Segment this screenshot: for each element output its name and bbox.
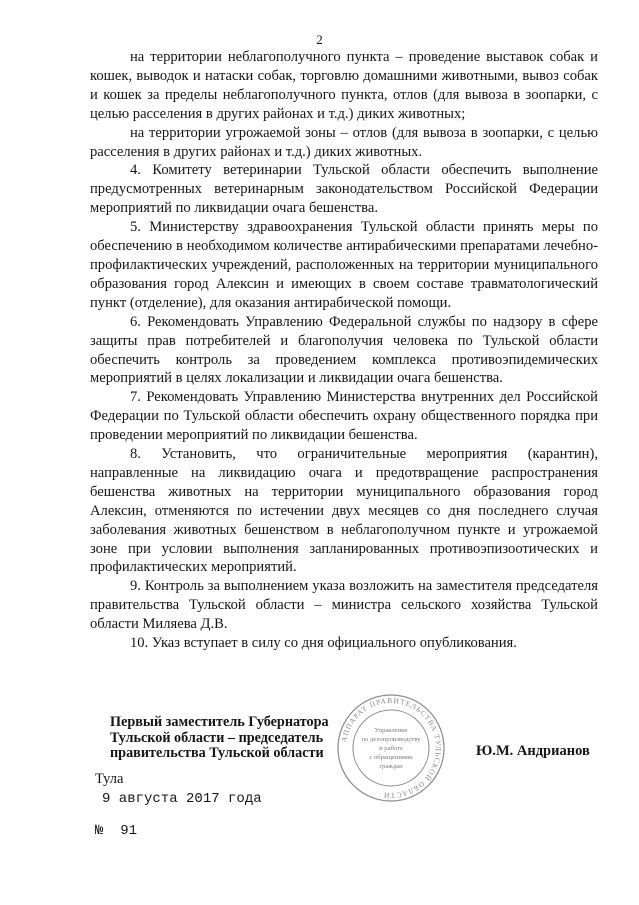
signatory-name: Ю.М. Андрианов bbox=[476, 743, 590, 759]
paragraph-item-10: 10. Указ вступает в силу со дня официального опубликования. bbox=[130, 635, 517, 652]
signatory-position-line: Первый заместитель Губернатора bbox=[110, 714, 329, 730]
signatory-position-line: Тульской области – председатель bbox=[110, 729, 324, 746]
paragraph-item-5: 5. Министерству здравоохранения Тульской области принять меры по обеспечению в необходимом количестве антирабическими препаратами лечебно-профилактических учреждений, расположенных на территории муниципального образования город Алексин и имеющих в своем составе травматологический пункт (отделение), для оказания антирабической помощи. bbox=[90, 219, 598, 311]
paragraph-item-7: 7. Рекомендовать Управлению Министерства внутренних дел Российской Федерации по Тульской области обеспечить охрану общественного порядка при проведении мероприятий по ликвидации бешенства. bbox=[90, 389, 598, 444]
stamp-line: с обращениями bbox=[369, 754, 413, 761]
stamp-line: Управление bbox=[374, 727, 408, 734]
paragraph-item-6: 6. Рекомендовать Управлению Федеральной службы по надзору в сфере защиты прав потребителей и благополучия человека по Тульской области обеспечить контроль за проведением комплекса противоэпидемических мероприятий в целях локализации и ликвидации очага бешенства. bbox=[90, 313, 598, 387]
paragraph-threatened-zone: на территории угрожаемой зоны – отлов (для вывоза в зоопарки, с целью расселения в других районах и т.д.) диких животных. bbox=[90, 124, 598, 160]
paragraph-item-9: 9. Контроль за выполнением указа возложить на заместителя председателя правительства Тульской области – министра сельского хозяйства Тульской области Миляева Д.В. bbox=[90, 578, 598, 633]
stamp-ring-text: АППАРАТ ПРАВИТЕЛЬСТВА ТУЛЬСКОЙ ОБЛАСТИ bbox=[339, 695, 444, 801]
stamp-line: граждан bbox=[379, 763, 403, 770]
stamp-line: по делопроизводству bbox=[361, 736, 421, 743]
paragraph-affected-area: на территории неблагополучного пункта – проведение выставок собак и кошек, выводок и натаски собак, торговлю домашними животными, вывоз собак и кошек за пределы неблагополучного пункта, отлов (для вывоза в зоопарки, с целью расселения в других районах и т.д.) диких животных; bbox=[90, 49, 598, 122]
stamp-line: и работе bbox=[379, 745, 403, 752]
place-of-signing: Тула bbox=[95, 771, 124, 787]
page-number: 2 bbox=[316, 32, 323, 47]
document-date: 9 августа 2017 года bbox=[102, 791, 262, 807]
document-number: № 91 bbox=[95, 823, 138, 839]
official-stamp bbox=[335, 692, 447, 804]
paragraph-item-4: 4. Комитету ветеринарии Тульской области обеспечить выполнение предусмотренных ветеринарным законодательством Российской Федерации мероприятий по ликвидации очага бешенства. bbox=[90, 162, 598, 217]
decree-body bbox=[90, 48, 598, 653]
paragraph-item-8: 8. Установить, что ограничительные мероприятия (карантин), направленные на ликвидацию очага и предотвращение распространения бешенства животных на территории муниципального образования город Алексин, отменяются по истечении двух месяцев со дня последнего случая заболевания животных бешенством в неблагополучном пункте и угрожаемой зоне при условии выполнения запланированных противоэпизоотических и профилактических мероприятий. bbox=[90, 446, 598, 576]
signatory-position-line: правительства Тульской области bbox=[110, 745, 324, 761]
signatory-position bbox=[110, 715, 329, 762]
